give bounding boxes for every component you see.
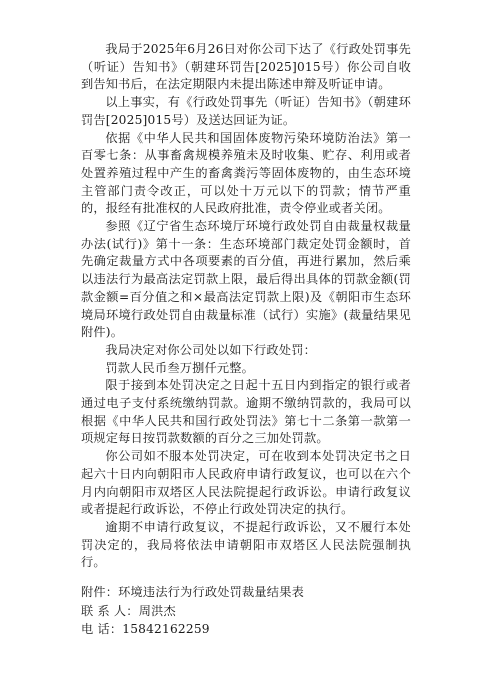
paragraph-discretion-reference: 参照《辽宁省生态环境厅环境行政处罚自由裁量权裁量办法(试行)》第十一条：生态环境部门裁定处罚金额时，首先确定裁量方式中各项要素的百分值，再进行累加，然后乘以违法行为最高法定罚款上限，最后得出具体的罚款金额(罚款金额=百分值之和×最高法定罚款上限)及《朝阳市生态环境局环境行政处罚自由裁量标准（试行）实施》(裁量结果见附件)。 [81,219,411,340]
decision-body [81,41,411,572]
paragraph-enforcement: 逾期不申请行政复议，不提起行政诉讼，又不履行本处罚决定的，我局将依法申请朝阳市双塔区人民法院强制执行。 [81,519,411,570]
attachment-line: 附件：环境违法行为行政处罚裁量结果表 [81,585,304,599]
paragraph-fine-amount: 罚款人民币叁万捌仟元整。 [105,360,255,375]
document-footer [81,583,411,639]
phone-line: 电 话：15842162259 [81,622,210,636]
paragraph-legal-basis: 依据《中华人民共和国固体废物污染环境防治法》第一百零七条：从事畜禽规模养殖未及时收集、贮存、利用或者处置养殖过程中产生的畜禽粪污等固体废物的，由生态环境主管部门责令改正，可以处十万元以下的罚款；情节严重的，报经有批准权的人民政府批准，责令停业或者关闭。 [81,130,411,216]
paragraph-evidence: 以上事实，有《行政处罚事先（听证）告知书》（朝建环罚告[2025]015号）及送达回证为证。 [81,95,411,127]
paragraph-payment-deadline: 限于接到本处罚决定之日起十五日内到指定的银行或者通过电子支付系统缴纳罚款。逾期不缴纳罚款的，我局可以根据《中华人民共和国行政处罚法》第七十二条第一款第一项规定每日按罚款数额的百分之三加处罚款。 [81,378,411,446]
paragraph-decision-intro: 我局决定对你公司处以如下行政处罚： [105,342,316,357]
paragraph-appeal-rights: 你公司如不服本处罚决定，可在收到本处罚决定书之日起六十日内向朝阳市人民政府申请行政复议，也可以在六个月内向朝阳市双塔区人民法院提起行政诉讼。申请行政复议或者提起行政诉讼，不停止行政处罚决定的执行。 [81,449,411,517]
contact-person-line: 联 系 人：周洪杰 [81,603,176,618]
paragraph-notice-served: 我局于2025年6月26日对你公司下达了《行政处罚事先（听证）告知书》（朝建环罚告[2025]015号）你公司自收到告知书后，在法定期限内未提出陈述申辩及听证申请。 [81,42,411,92]
